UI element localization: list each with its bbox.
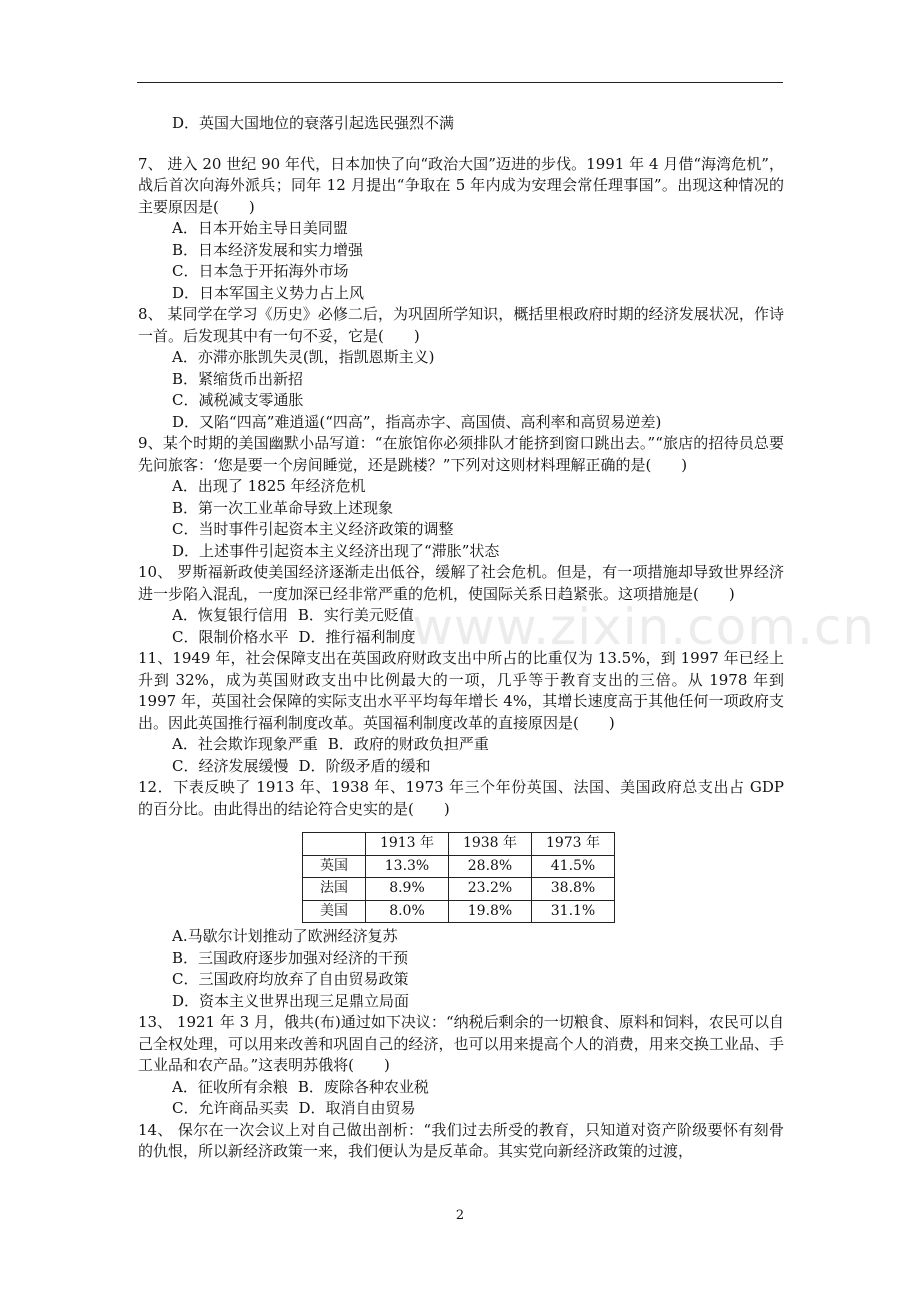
table-row (303, 855, 615, 878)
question-12-option-d: D．资本主义世界出现三足鼎立局面 (172, 991, 410, 1010)
question-10-option-a: A．恢复银行信用 (172, 606, 288, 624)
question-7-option-d: D．日本军国主义势力占上风 (172, 283, 365, 302)
question-10-option-c: C．限制价格水平 (172, 627, 289, 646)
table-header-row (303, 833, 615, 856)
question-13-option-d: D．取消自由贸易 (298, 1099, 416, 1117)
question-12-option-c: C．三国政府均放弃了自由贸易政策 (172, 970, 409, 988)
header-rule (137, 82, 783, 83)
table-cell: 英国 (303, 855, 366, 878)
question-8-option-a: A．亦滞亦胀凯失灵(凯，指凯恩斯主义) (172, 348, 435, 366)
question-9-option-a: A．出现了 1825 年经济危机 (172, 477, 366, 495)
question-13-options-row-1 (138, 1077, 784, 1099)
table-cell: 38.8% (532, 878, 615, 901)
table-row (303, 878, 615, 901)
question-7-option-c: C．日本急于开拓海外市场 (172, 262, 349, 280)
watermark: www.zixin.com.cn (412, 598, 876, 656)
question-11-stem: 11、1949 年，社会保障支出在英国政府财政支出中所占的比重仅为 13.5%，到 1997 年已经上升到 32%，成为英国财政支出中比例最大的一项，几乎等于教育支出的三倍。从 1978 年到 1997 年，英国社会保障的实际支出水平平均每年增长 4%，其增长速度高于其他任何一项政府支出。因此英国推行福利制度改革。英国福利制度改革的直接原因是( ) (138, 649, 784, 732)
table-cell: 41.5% (532, 855, 615, 878)
table-cell: 13.3% (366, 855, 449, 878)
question-7-option-b: B．日本经济发展和实力增强 (172, 240, 364, 259)
table-cell: 8.9% (366, 878, 449, 901)
question-10-stem: 10、 罗斯福新政使美国经济逐渐走出低谷，缓解了社会危机。但是，有一项措施却导致世界经济进一步陷入混乱，一度加深已经非常严重的危机，使国际关系日趋紧张。这项措施是( ) (138, 563, 784, 603)
table-row (303, 900, 615, 923)
question-14-stem: 14、 保尔在一次会议上对自己做出剖析：“我们过去所受的教育，只知道对资产阶级要怀有刻骨的仇恨，所以新经济政策一来，我们便认为是反革命。其实党向新经济政策的过渡， (138, 1120, 784, 1160)
question-11-option-c: C．经济发展缓慢 (172, 756, 289, 775)
question-8-option-c: C．减税减支零通胀 (172, 391, 304, 409)
question-13-options-row-2 (138, 1098, 784, 1120)
document-body (138, 113, 784, 1163)
question-11-option-a: A．社会欺诈现象严重 (172, 735, 318, 753)
table-cell: 19.8% (449, 900, 532, 923)
question-8-option-d: D．又陷“四高”难逍遥(“四高”，指高赤字、高国债、高利率和高贸易逆差) (172, 412, 662, 431)
table-header-cell: 1938 年 (449, 833, 532, 856)
question-11-option-d: D．阶级矛盾的缓和 (298, 756, 431, 775)
question-7-stem: 7、 进入 20 世纪 90 年代，日本加快了向“政治大国”迈进的步伐。1991 年 4 月借“海湾危机”，战后首次向海外派兵；同年 12 月提出“争取在 5 年内成为安理会常任理事国”。出现这种情况的主要原因是( ) (138, 154, 784, 216)
question-10-option-d: D．推行福利制度 (298, 627, 416, 646)
question-12-option-a: A.马歇尔计划推动了欧洲经济复苏 (172, 927, 398, 945)
option-text: D．英国大国地位的衰落引起选民强烈不满 (172, 114, 455, 132)
question-13-option-a: A．征收所有余粮 (172, 1077, 288, 1096)
table-cell: 31.1% (532, 900, 615, 923)
table-cell: 法国 (303, 878, 366, 901)
page-number: 2 (455, 1208, 465, 1223)
table-header-cell (303, 833, 366, 856)
table-header-cell: 1913 年 (366, 833, 449, 856)
question-10-option-b: B．实行美元贬值 (297, 606, 414, 624)
gdp-expenditure-table (302, 832, 615, 923)
question-9-option-c: C．当时事件引起资本主义经济政策的调整 (172, 520, 454, 538)
question-13-option-b: B．废除各种农业税 (297, 1077, 429, 1096)
question-7-option-a: A．日本开始主导日美同盟 (172, 219, 348, 237)
question-12-stem: 12．下表反映了 1913 年、1938 年、1973 年三个年份英国、法国、美国政府总支出占 GDP 的百分比。由此得出的结论符合史实的是( ) (138, 778, 784, 818)
question-13-stem: 13、 1921 年 3 月，俄共(布)通过如下决议：“纳税后剩余的一切粮食、原料和饲料，农民可以自己全权处理，可以用来改善和巩固自己的经济，也可以用来提高个人的消费，用来交换工业品、手工业品和农产品。”这表明苏俄将( ) (138, 1013, 784, 1074)
question-9-option-d: D．上述事件引起资本主义经济出现了“滞胀”状态 (172, 541, 500, 560)
table-cell: 23.2% (449, 878, 532, 901)
question-11-options-row-2 (138, 756, 784, 778)
question-10-options-row-1 (138, 605, 784, 627)
question-10-options-row-2 (138, 627, 784, 649)
table-header-cell: 1973 年 (532, 833, 615, 856)
question-13-option-c: C．允许商品买卖 (172, 1099, 289, 1117)
question-9-option-b: B．第一次工业革命导致上述现象 (172, 498, 394, 517)
question-8-stem: 8、 某同学在学习《历史》必修二后，为巩固所学知识，概括里根政府时期的经济发展状况，作诗一首。后发现其中有一句不妥，它是( ) (138, 305, 784, 345)
question-11-option-b: B．政府的财政负担严重 (327, 735, 489, 753)
table-cell: 美国 (303, 900, 366, 923)
question-9-stem: 9、某个时期的美国幽默小品写道：“在旅馆你必须排队才能挤到窗口跳出去。”“旅店的招待员总要先问旅客：‘您是要一个房间睡觉，还是跳楼？”下列对这则材料理解正确的是( ) (138, 434, 784, 474)
table-cell: 8.0% (366, 900, 449, 923)
table-cell: 28.8% (449, 855, 532, 878)
question-12-option-b: B．三国政府逐步加强对经济的干预 (172, 948, 409, 967)
question-8-option-b: B．紧缩货币出新招 (172, 369, 304, 388)
question-11-options-row-1 (138, 734, 784, 756)
